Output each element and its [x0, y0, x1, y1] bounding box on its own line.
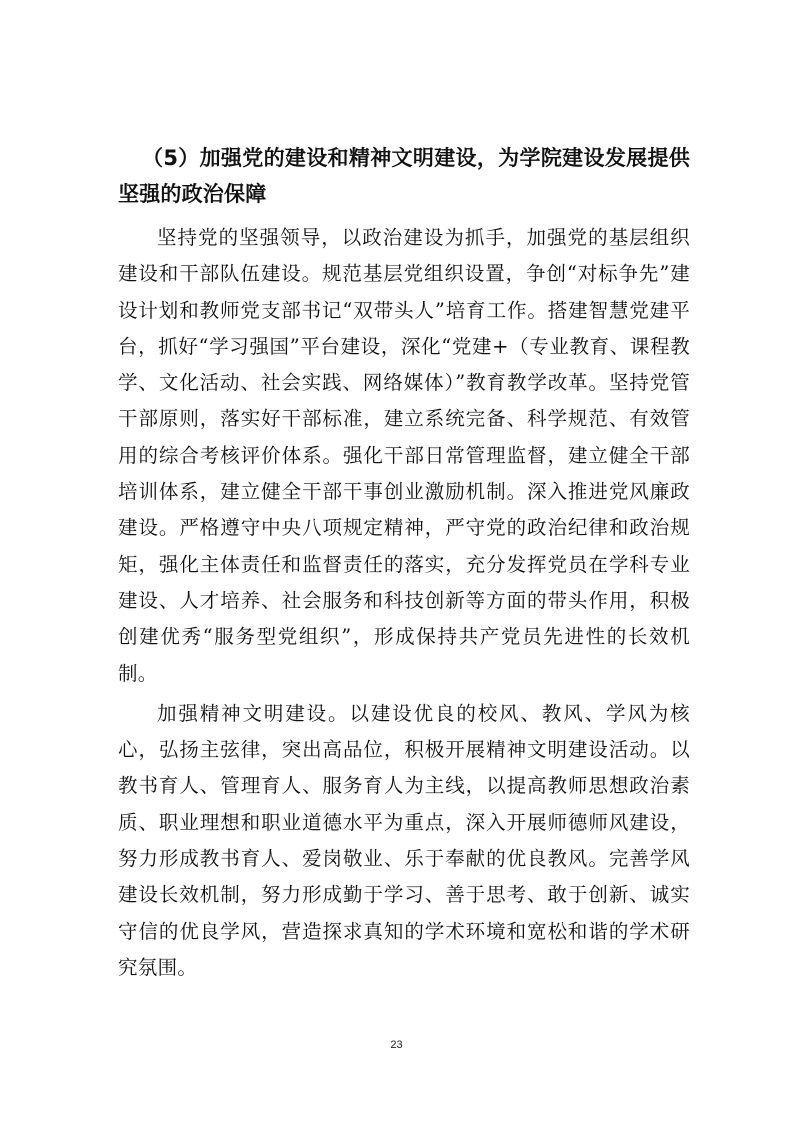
- section-heading: （5）加强党的建设和精神文明建设，为学院建设发展提供坚强的政治保障: [118, 146, 690, 206]
- paragraph-spiritual-civilization: 加强精神文明建设。以建设优良的校风、教风、学风为核心，弘扬主弦律，突出高品位，积极开展精神文明建设活动。以教书育人、管理育人、服务育人为主线，以提高教师思想政治素质、职业理想和职业道德水平为重点，深入开展师德师风建设，努力形成教书育人、爱岗敬业、乐于奉献的优良教风。完善学风建设长效机制，努力形成勤于学习、善于思考、敢于创新、诚实守信的优良学风，营造探求真知的学术环境和宽松和谐的学术研究氛围。: [118, 701, 690, 979]
- page-number: 23: [390, 1039, 403, 1051]
- page-content: [118, 140, 690, 990]
- paragraph-party-building: 坚持党的坚强领导，以政治建设为抓手，加强党的基层组织建设和干部队伍建设。规范基层党组织设置，争创“对标争先”建设计划和教师党支部书记“双带头人”培育工作。搭建智慧党建平台，抓好“学习强国”平台建设，深化“党建+（专业教育、课程教学、文化活动、社会实践、网络媒体）”教育教学改革。坚持党管干部原则，落实好干部标准，建立系统完备、科学规范、有效管用的综合考核评价体系。强化干部日常管理监督，建立健全干部培训体系，建立健全干部干事创业激励机制。深入推进党风廉政建设。严格遵守中央八项规定精神，严守党的政治纪律和政治规矩，强化主体责任和监督责任的落实，充分发挥党员在学科专业建设、人才培养、社会服务和科技创新等方面的带头作用，积极创建优秀“服务型党组织”，形成保持共产党员先进性的长效机制。: [118, 226, 690, 685]
